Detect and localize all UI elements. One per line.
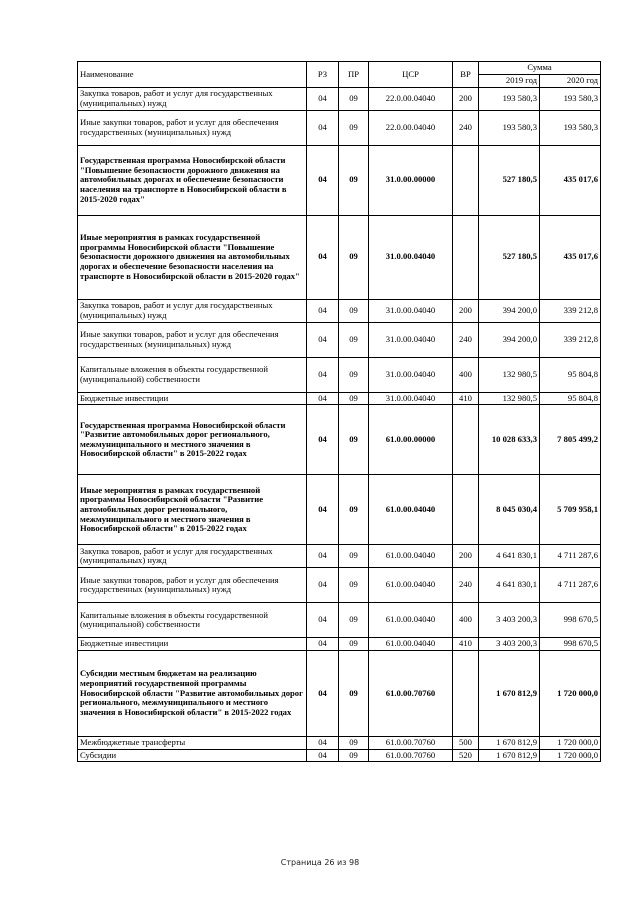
budget-table [77, 61, 601, 762]
cell-vr [453, 215, 479, 299]
table-row [78, 299, 601, 322]
cell-csr: 61.0.00.04040 [369, 475, 453, 545]
cell-name: Иные закупки товаров, работ и услуг для обеспечения государственных (муниципальных) нужд [78, 110, 307, 145]
cell-2020: 1 720 000,0 [540, 650, 601, 736]
table-row [78, 475, 601, 545]
header-2019: 2019 год [479, 74, 540, 87]
cell-vr: 410 [453, 392, 479, 405]
header-name: Наименование [78, 62, 307, 88]
cell-2019: 8 045 030,4 [479, 475, 540, 545]
table-row [78, 392, 601, 405]
cell-2019: 394 200,0 [479, 299, 540, 322]
cell-rz: 04 [307, 545, 339, 568]
page-number: Страница 26 из 98 [280, 858, 360, 867]
cell-vr: 500 [453, 736, 479, 749]
cell-pr: 09 [339, 749, 369, 762]
cell-vr: 400 [453, 603, 479, 638]
cell-pr: 09 [339, 405, 369, 475]
cell-name: Капитальные вложения в объекты государственной (муниципальной) собственности [78, 357, 307, 392]
cell-name: Межбюджетные трансферты [78, 736, 307, 749]
cell-vr [453, 405, 479, 475]
cell-name: Государственная программа Новосибирской области "Повышение безопасности дорожного движения на автомобильных дорогах и обеспечение безопасности населения на транспорте в Новосибирской области в 2015-2020 годах" [78, 145, 307, 215]
cell-2019: 527 180,5 [479, 215, 540, 299]
table-row [78, 650, 601, 736]
cell-vr: 200 [453, 545, 479, 568]
cell-csr: 31.0.00.04040 [369, 215, 453, 299]
cell-rz: 04 [307, 110, 339, 145]
cell-pr: 09 [339, 736, 369, 749]
cell-name: Иные закупки товаров, работ и услуг для обеспечения государственных (муниципальных) нужд [78, 322, 307, 357]
header-vr: ВР [453, 62, 479, 88]
cell-csr: 61.0.00.70760 [369, 736, 453, 749]
cell-pr: 09 [339, 650, 369, 736]
cell-rz: 04 [307, 568, 339, 603]
cell-2020: 1 720 000,0 [540, 736, 601, 749]
table-row [78, 405, 601, 475]
cell-2019: 193 580,3 [479, 87, 540, 110]
cell-name: Государственная программа Новосибирской области "Развитие автомобильных дорог регионального, межмуниципального и местного значения в Новосибирской области" в 2015-2022 годах [78, 405, 307, 475]
cell-rz: 04 [307, 405, 339, 475]
cell-name: Закупка товаров, работ и услуг для государственных (муниципальных) нужд [78, 545, 307, 568]
cell-2020: 4 711 287,6 [540, 545, 601, 568]
cell-rz: 04 [307, 145, 339, 215]
cell-2020: 95 804,8 [540, 357, 601, 392]
cell-vr [453, 650, 479, 736]
cell-name: Иные мероприятия в рамках государственной программы Новосибирской области "Повышение безопасности дорожного движения на автомобильных дорогах и обеспечение безопасности населения на транспорте в Новосибирской области в 2015-2020 годах" [78, 215, 307, 299]
cell-vr: 240 [453, 322, 479, 357]
cell-csr: 31.0.00.00000 [369, 145, 453, 215]
cell-2019: 1 670 812,9 [479, 749, 540, 762]
cell-name: Закупка товаров, работ и услуг для государственных (муниципальных) нужд [78, 299, 307, 322]
cell-2020: 95 804,8 [540, 392, 601, 405]
table-header [78, 62, 601, 88]
cell-pr: 09 [339, 110, 369, 145]
cell-vr: 200 [453, 87, 479, 110]
cell-csr: 61.0.00.70760 [369, 650, 453, 736]
table-row [78, 568, 601, 603]
cell-rz: 04 [307, 299, 339, 322]
header-rz: РЗ [307, 62, 339, 88]
cell-2020: 193 580,3 [540, 110, 601, 145]
cell-pr: 09 [339, 475, 369, 545]
header-csr: ЦСР [369, 62, 453, 88]
cell-name: Бюджетные инвестиции [78, 392, 307, 405]
cell-rz: 04 [307, 392, 339, 405]
cell-2019: 10 028 633,3 [479, 405, 540, 475]
table-row [78, 215, 601, 299]
cell-csr: 31.0.00.04040 [369, 357, 453, 392]
header-2020: 2020 год [540, 74, 601, 87]
cell-2020: 435 017,6 [540, 145, 601, 215]
cell-2019: 394 200,0 [479, 322, 540, 357]
cell-pr: 09 [339, 545, 369, 568]
cell-pr: 09 [339, 568, 369, 603]
cell-vr: 240 [453, 110, 479, 145]
cell-2019: 4 641 830,1 [479, 568, 540, 603]
cell-csr: 61.0.00.70760 [369, 749, 453, 762]
table-row [78, 87, 601, 110]
cell-2019: 3 403 200,3 [479, 603, 540, 638]
cell-name: Иные мероприятия в рамках государственной программы Новосибирской области "Развитие автомобильных дорог регионального, межмуниципального и местного значения в Новосибирской области" в 2015-2022 годах [78, 475, 307, 545]
cell-2019: 193 580,3 [479, 110, 540, 145]
cell-vr: 410 [453, 638, 479, 651]
cell-2019: 3 403 200,3 [479, 638, 540, 651]
cell-pr: 09 [339, 87, 369, 110]
cell-2020: 7 805 499,2 [540, 405, 601, 475]
cell-csr: 31.0.00.04040 [369, 392, 453, 405]
cell-2019: 132 980,5 [479, 357, 540, 392]
cell-pr: 09 [339, 215, 369, 299]
cell-2020: 339 212,8 [540, 299, 601, 322]
cell-2020: 998 670,5 [540, 638, 601, 651]
cell-2020: 193 580,3 [540, 87, 601, 110]
header-pr: ПР [339, 62, 369, 88]
cell-rz: 04 [307, 603, 339, 638]
cell-rz: 04 [307, 638, 339, 651]
cell-2020: 1 720 000,0 [540, 749, 601, 762]
cell-2019: 527 180,5 [479, 145, 540, 215]
cell-2020: 4 711 287,6 [540, 568, 601, 603]
cell-rz: 04 [307, 749, 339, 762]
cell-csr: 31.0.00.04040 [369, 299, 453, 322]
cell-vr [453, 475, 479, 545]
cell-pr: 09 [339, 145, 369, 215]
cell-csr: 61.0.00.00000 [369, 405, 453, 475]
cell-2020: 998 670,5 [540, 603, 601, 638]
table-row [78, 736, 601, 749]
table-row [78, 145, 601, 215]
cell-2019: 1 670 812,9 [479, 650, 540, 736]
cell-pr: 09 [339, 322, 369, 357]
table-row [78, 322, 601, 357]
cell-pr: 09 [339, 299, 369, 322]
table-row [78, 545, 601, 568]
cell-csr: 22.0.00.04040 [369, 87, 453, 110]
table-row [78, 603, 601, 638]
cell-csr: 61.0.00.04040 [369, 545, 453, 568]
cell-csr: 22.0.00.04040 [369, 110, 453, 145]
cell-rz: 04 [307, 736, 339, 749]
header-sum: Сумма [479, 62, 601, 75]
cell-rz: 04 [307, 215, 339, 299]
cell-vr: 240 [453, 568, 479, 603]
table-row [78, 638, 601, 651]
cell-name: Капитальные вложения в объекты государственной (муниципальной) собственности [78, 603, 307, 638]
cell-2019: 132 980,5 [479, 392, 540, 405]
cell-vr: 520 [453, 749, 479, 762]
cell-2019: 4 641 830,1 [479, 545, 540, 568]
cell-csr: 61.0.00.04040 [369, 603, 453, 638]
table-body [78, 87, 601, 762]
cell-2020: 435 017,6 [540, 215, 601, 299]
cell-vr: 400 [453, 357, 479, 392]
cell-pr: 09 [339, 392, 369, 405]
table-row [78, 110, 601, 145]
cell-pr: 09 [339, 638, 369, 651]
cell-name: Иные закупки товаров, работ и услуг для обеспечения государственных (муниципальных) нужд [78, 568, 307, 603]
cell-rz: 04 [307, 650, 339, 736]
cell-csr: 61.0.00.04040 [369, 568, 453, 603]
cell-name: Бюджетные инвестиции [78, 638, 307, 651]
cell-2019: 1 670 812,9 [479, 736, 540, 749]
table-row [78, 749, 601, 762]
cell-rz: 04 [307, 87, 339, 110]
cell-vr [453, 145, 479, 215]
cell-name: Закупка товаров, работ и услуг для государственных (муниципальных) нужд [78, 87, 307, 110]
cell-vr: 200 [453, 299, 479, 322]
cell-2020: 5 709 958,1 [540, 475, 601, 545]
cell-name: Субсидии местным бюджетам на реализацию мероприятий государственной программы Новосибирской области "Развитие автомобильных дорог регионального, межмуниципального и местного значения в Новосибирской области" в 2015-2022 годах [78, 650, 307, 736]
cell-rz: 04 [307, 322, 339, 357]
cell-2020: 339 212,8 [540, 322, 601, 357]
cell-pr: 09 [339, 357, 369, 392]
table-row [78, 357, 601, 392]
cell-csr: 31.0.00.04040 [369, 322, 453, 357]
cell-pr: 09 [339, 603, 369, 638]
cell-csr: 61.0.00.04040 [369, 638, 453, 651]
cell-name: Субсидии [78, 749, 307, 762]
cell-rz: 04 [307, 475, 339, 545]
cell-rz: 04 [307, 357, 339, 392]
